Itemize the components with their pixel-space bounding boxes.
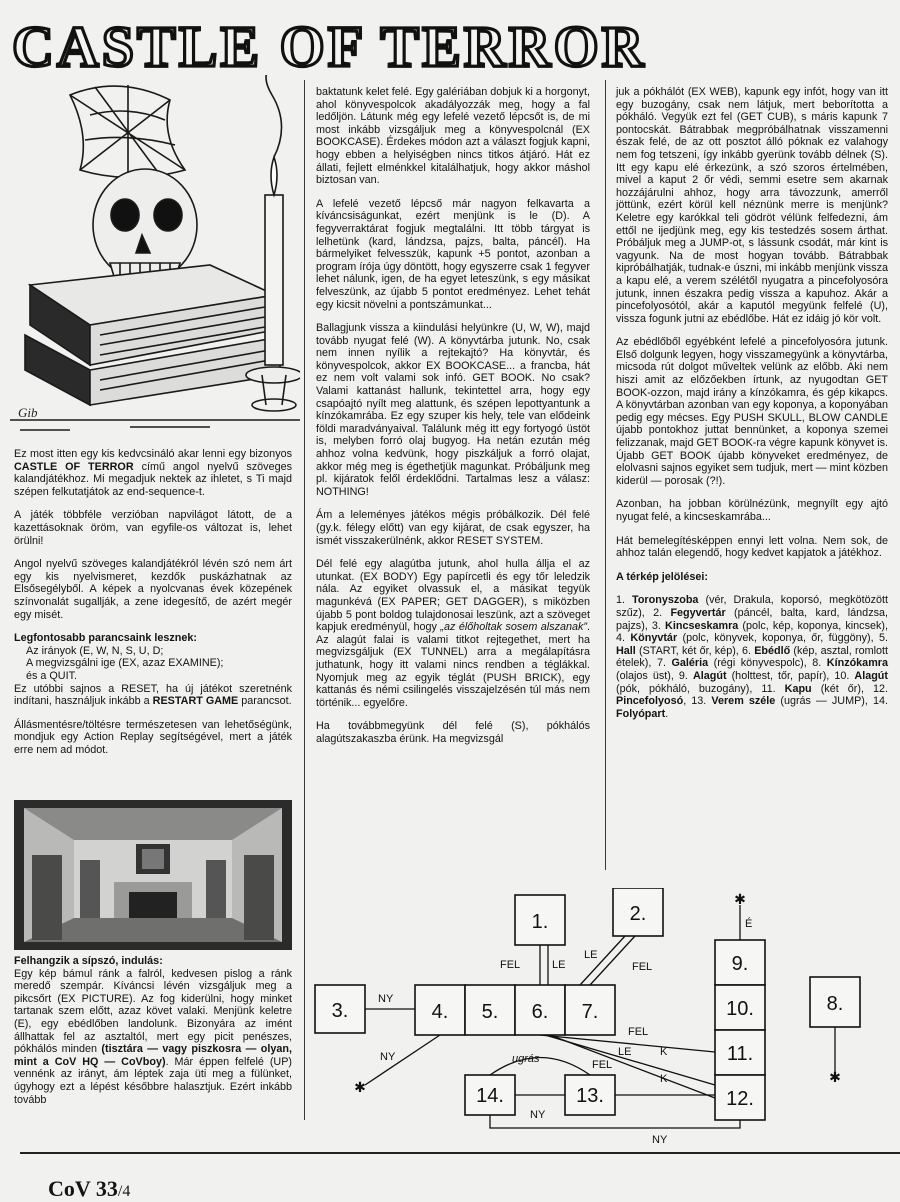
map-direction-label: NY xyxy=(652,1134,668,1146)
legend-room-name: Kincseskamra xyxy=(665,619,739,632)
legend-room-contents: (vér, Drakula, koporsó, megkötözött szűz), xyxy=(616,594,888,619)
legend-room-contents: . xyxy=(665,707,669,720)
illustrator-signature: Gib xyxy=(18,405,38,420)
article-title xyxy=(6,16,696,74)
map-direction-label: NY xyxy=(380,1051,396,1063)
commands-list xyxy=(14,645,292,683)
command-item: Az irányok (E, W, N, S, U, D; xyxy=(26,644,164,657)
legend-number: 4. xyxy=(616,632,631,645)
gate-paragraph: juk a pókhálót (EX WEB), kapunk egy infót, hogy van itt egy buzogány, csak nem látjuk, mert beborította a pókháló. Vegyük ezt fel (GET CUB), s máris kapunk 7 pontocskát. Bátrabbak megpróbálhatnak visszamenni észak felé, de az ott posztot álló póknak ez valahogy nem fog tetszeni, így inkább gyerünk tovább délnek (S). Itt egy kapu elé érkezünk, a szó szoros értelmében, mivel a kaput 2 őr védi, semmi esetre sem akarnak hozzájárulni ahhoz, hogy arra távozzunk, amerről jöttünk, ezért körül kell néznünk merre is menjünk? Keletre egy karókkal teli gödröt vélünk felfedezni, ám ettől ne ijedjünk meg, egy kis testedzés sosem árthat. Próbáljuk meg a JUMP-ot, s lássunk csodát, már kint is vagyunk. Na de most hogyan tovább. Bátrabbak kipróbálhatják, tudnak-e úszni, mi inkább menjünk vissza a kapu elé, a verem szélétől nyugatra a pincefolyosóra jutunk, innen északra pedig vissza a kapuhoz. Akár a pincefolyosótól, akár a kaputól megyünk felfelé (U), vissza fogunk jutni az ebédlőbe. Hát ez idáig jó kör volt. xyxy=(616,86,888,325)
exit-paragraph: Ám a leleményes játékos mégis próbálkozik. Dél felé (gy.k. félegy előtt) van egy kijárat, de csak egyszer, ha ismét visszakerülnénk, akkor RESET SYSTEM. xyxy=(316,509,590,547)
page-footer xyxy=(48,1176,130,1202)
room-label: 12. xyxy=(726,1088,754,1110)
armory-paragraph: A lefelé vezető lépcső már nagyon felkavarta a kíváncsiságunkat, ezért menjünk is le (D). A fegyverraktárat fogjuk megtalálni. Itt több tárgyat is lelhetünk (kard, lándzsa, pajzs, balta, páncél). Ha bármelyiket felvesszük, kapunk +5 pontot, azonban a program írója úgy döntött, hogy egyszerre csak 1 fegyver lehet nálunk, igen, de ha egyet leteszünk, s egy másikat felveszünk, az újabb 5 pontot eredményez. Lehet tehát egy kicsit növelni a pontszámunkat... xyxy=(316,197,590,311)
map-legend xyxy=(616,594,888,720)
legend-room-name: Könyvtár xyxy=(630,632,678,645)
tunnel-paragraph: Dél felé egy alagútba jutunk, ahol hulla állja el az utunkat. (EX BODY) Egy papírcetli és egy tőr leledzik nála. Az egyiket olvassuk el, a másikat tegyük magunkévá (EX PAPER; GET DAGGER), s miközben újabb 5 pont boldog tulajdonosai leszünk, azt a szöveget kapjuk eredményül, hogy „az élőholtak sosem alszanak”. Az alagút falai is valami titkot rejtegethet, mert ha megvizsgáljuk (EX TUNNEL) arra a megálapításra juthatunk, hogy itt valami nincs rendben a téglákkal. Nyomjuk meg az egyik téglát (PUSH BRICK), egy kattanás és némi csilingelés visszajelzésén túl más nem történik... egyelőre. xyxy=(316,558,590,709)
room-label: 11. xyxy=(726,1043,754,1065)
legend-room-contents: (olajos üst), xyxy=(616,669,679,682)
room-label: 14. xyxy=(476,1085,504,1107)
legend-room-contents: (kép, asztal, romlott ételek), xyxy=(616,644,888,670)
column-1-continued xyxy=(14,955,292,1117)
map-direction-label: FEL xyxy=(592,1059,613,1071)
legend-room-name: Folyópart xyxy=(616,707,666,720)
map-direction-label: K xyxy=(660,1073,668,1085)
skull-books-illustration xyxy=(10,75,300,445)
room-label: 2. xyxy=(629,903,647,925)
intro-paragraph: Ez most itten egy kis kedvcsináló akar lenni egy bizonyos CASTLE OF TERROR című angol nyelvű szöveges kalandjátékhoz. Mi megadjuk nektek az ihletet, s Ti majd szépen felkutatjátok az end-sequence-t. xyxy=(14,448,292,498)
room-label: 9. xyxy=(731,953,749,975)
map-direction-label: LE xyxy=(552,959,566,971)
legend-room-contents: (holttest, tőr, papír), xyxy=(726,669,835,682)
legend-room-contents: (polc, kép, koponya, kincsek), xyxy=(738,619,888,632)
exit-star-icon: ✱ xyxy=(734,892,746,908)
legend-room-contents: (régi könyvespolc), xyxy=(708,657,813,670)
legend-number: 3. xyxy=(651,619,666,632)
room-label: 3. xyxy=(331,1000,349,1022)
room-label: 13. xyxy=(576,1085,604,1107)
legend-number: 6. xyxy=(742,644,755,657)
reset-paragraph: Ez utóbbi sajnos a RESET, ha új játékot szeretnénk indítani, használjuk inkább a RESTART GAME parancsot. xyxy=(14,682,292,708)
column-1 xyxy=(14,448,292,767)
legend-room-contents: , xyxy=(683,695,692,708)
start-heading: Felhangzik a sípszó, indulás: xyxy=(14,955,163,967)
exit-star-icon: ✱ xyxy=(829,1070,841,1086)
treasury-paragraph: Azonban, ha jobban körülnézünk, megnyílt egy ajtó nyugat felé, a kincseskamrába... xyxy=(616,498,888,523)
versions-paragraph: A játék többféle verzióban napvilágot látott, de a kazettásoknak öröm, van egyfile-os változat is, lehet örülni! xyxy=(14,509,292,547)
legend-room-name: Alagút xyxy=(854,669,888,682)
start-paragraph: Egy kép bámul ránk a falról, kedvesen pislog a ránk meredő szempár. Kíváncsi lévén vizsgáljuk meg a pikcsőrt (EX PICTURE). Az fog kiderülni, hogy minket tartanak szem előtt, azaz követ valaki. Menjünk keletre (E), egy ebédlőben landolunk. Bizonyára az imént állhattak fel az asztaltól, mert egy picit penészes, pókhálós minden (tisztára — vagy piszkosra — olyan, mint a CoV HQ — CoVboy). Már éppen felfelé (UP) vennénk az irányt, ám léptek zaja üti meg a fülünket, úgyhogy ezt a lépést későbbre halasztjuk. Ezért inkább tovább xyxy=(14,967,293,1106)
map-jump-label: ugrás xyxy=(512,1053,540,1065)
web-paragraph: Ha továbbmegyünk dél felé (S), pókhálós alagútszakaszba érünk. Ha megvizsgál xyxy=(316,720,590,745)
map-direction-label: FEL xyxy=(632,961,653,973)
title-text: CASTLE OF TERROR xyxy=(12,16,647,74)
library-paragraph: Ballagjunk vissza a kiindulási helyünkre (U, W, W), majd tovább nyugat felé (W). A könyvtárba jutunk. No, csak nem innen nyílik a rejtekajtó? Ha könyvtár, és könyvespolcok, akkor EX BOOKCASE... a francba, hát ez nem volt valami sok infó. GET BOOK. No csak? Valami kattanást hallunk, tekintettel arra, hogy egy csapóajtó nyílt meg alattunk, és szépen lepottyantunk a kínzókamrába. Ez egy szuper kis hely, tele van elődeink földi maradványaival. Találunk még itt egy fortyogó üstöt is, melyben forró olaj bugyog. Ha netán ezután még ahhoz volna kedvünk, hogy piszkáljuk a forró olajat, akkor még meg is égethetjük magunkat. Próbáljunk meg pl. kijáratok felől érdeklődni. Tartalmas lesz a válasz: NOTHING! xyxy=(316,322,590,498)
legend-room-name: Verem széle xyxy=(711,695,776,708)
page-number: /4 xyxy=(117,1183,131,1200)
legend-room-name: Kínzókamra xyxy=(826,657,888,670)
map-direction-label: FEL xyxy=(500,959,521,971)
map-direction-label: É xyxy=(745,918,753,930)
game-screenshot xyxy=(14,800,292,950)
legend-number: 5. xyxy=(878,632,888,645)
legend-room-contents: (ugrás — JUMP), xyxy=(775,695,873,708)
legend-number: 1. xyxy=(616,594,633,607)
legend-room-name: Kapu xyxy=(784,682,812,695)
legend-room-name: Toronyszoba xyxy=(632,594,699,607)
footer-rule xyxy=(20,1152,900,1154)
legend-number: 2. xyxy=(653,606,671,619)
legend-room-name: Hall xyxy=(616,644,636,657)
legend-room-name: Pincefolyosó xyxy=(616,695,684,708)
room-label: 7. xyxy=(581,1001,599,1023)
legend-number: 9. xyxy=(678,669,693,682)
language-paragraph: Angol nyelvű szöveges kalandjátékról lévén szó nem árt egy kis nyelvismeret, kezdők puskázhatnak az Elsősegélyből. A képek a nyolcvanas évek közepének színvonalát sugallják, a zene idegesítő, de azért megér egy misét. xyxy=(14,558,292,621)
legend-room-contents: (polc, könyvek, koponya, őr, függöny), xyxy=(677,632,879,645)
legend-number: 14. xyxy=(872,695,888,708)
legend-number: 10. xyxy=(834,669,855,682)
closing-paragraph: Hát bemelegítésképpen ennyi lett volna. Nem sok, de ahhoz talán elegendő, hogy kedvet kapjatok a játékhoz. xyxy=(616,534,888,560)
command-item: és a QUIT. xyxy=(26,669,78,682)
legend-number: 13. xyxy=(691,695,712,708)
legend-room-name: Ebédlő xyxy=(754,644,791,657)
map-direction-label: FEL xyxy=(628,1026,649,1038)
legend-room-name: Fegyvertár xyxy=(670,606,726,619)
legend-number: 12. xyxy=(872,682,888,695)
legend-number: 8. xyxy=(812,657,827,670)
magazine-issue: CoV 33 xyxy=(48,1176,118,1201)
map-direction-label: K xyxy=(660,1046,668,1058)
room-label: 1. xyxy=(531,911,549,933)
room-label: 4. xyxy=(431,1001,449,1023)
legend-room-contents: (START, két őr, kép), xyxy=(635,644,742,657)
room-label: 10. xyxy=(726,998,754,1020)
room-label: 6. xyxy=(531,1001,549,1023)
legend-heading: A térkép jelölései: xyxy=(616,570,709,583)
map-direction-label: LE xyxy=(584,949,598,961)
room-label: 5. xyxy=(481,1001,499,1023)
column-divider xyxy=(605,80,606,870)
column-2 xyxy=(316,86,590,757)
map-direction-label: LE xyxy=(618,1046,632,1058)
save-paragraph: Állásmentésre/töltésre természetesen van lehetőségünk, mondjuk egy Action Replay segítségével, mert a játék erre nem ad módot. xyxy=(14,718,292,756)
command-item: A megvizsgálni ige (EX, azaz EXAMINE); xyxy=(26,657,224,670)
commands-heading: Legfontosabb parancsaink lesznek: xyxy=(14,632,197,645)
dining-paragraph: Az ebédlőből egyébként lefelé a pincefolyosóra jutunk. Első dolgunk legyen, hogy visszamegyünk a könyvtárba, micsoda rút dolgot műveltek velünk az előbb. Aki nem hiszi amit az előzőekben írtunk, az nyugodtan GET BOOK-ozzon, majd irány a kínzókamra, és gép kikapcs. A könyvtárban azonban van egy koponya, a koponyában pedig egy mécses. Egy PUSH SKULL, BLOW CANDLE újabb pontokhoz juttat bennünket, a koponya szemei felizzanak, majd GET BOOK-ra végre kapunk könyvet is. Újabb GET BOOK újabb könyveket eredményez, de elolvasni sajnos egyiket sem tudjuk, mert — mint közben kiderül — porosak (?!). xyxy=(616,336,888,487)
map-direction-label: NY xyxy=(530,1109,546,1121)
castle-map xyxy=(300,888,900,1178)
map-direction-label: NY xyxy=(378,993,394,1005)
legend-number: 7. xyxy=(656,657,672,670)
legend-number: 11. xyxy=(761,682,785,695)
legend-room-name: Galéria xyxy=(671,657,709,670)
legend-room-contents: (páncél, balta, kard, lándzsa, pajzs), xyxy=(616,606,888,632)
legend-room-contents: (pók, pókháló, buzogány), xyxy=(616,682,762,695)
legend-room-contents: (két őr), xyxy=(811,682,873,695)
legend-room-name: Alagút xyxy=(692,669,727,682)
gallery-paragraph: baktatunk kelet felé. Egy galériában dobjuk ki a horgonyt, ahol könyvespolcok akadályozzák meg, hogy a fal ledőljön. Látunk még egy lefelé vezető lépcsőt is, de mi most inkább vizsgáljuk meg a könyvespolcnál (EX BOOKCASE). Érdekes módon azt a választ fogjuk kapni, hogy ebben a helyiségben nincs titkos átjáró. Hát ez állati, fejlett elménkkel kitalálhatjuk, hogy akkor máshol biztosan van. xyxy=(316,86,590,187)
room-label: 8. xyxy=(826,993,844,1015)
column-3 xyxy=(616,86,888,731)
exit-star-icon: ✱ xyxy=(354,1080,366,1096)
